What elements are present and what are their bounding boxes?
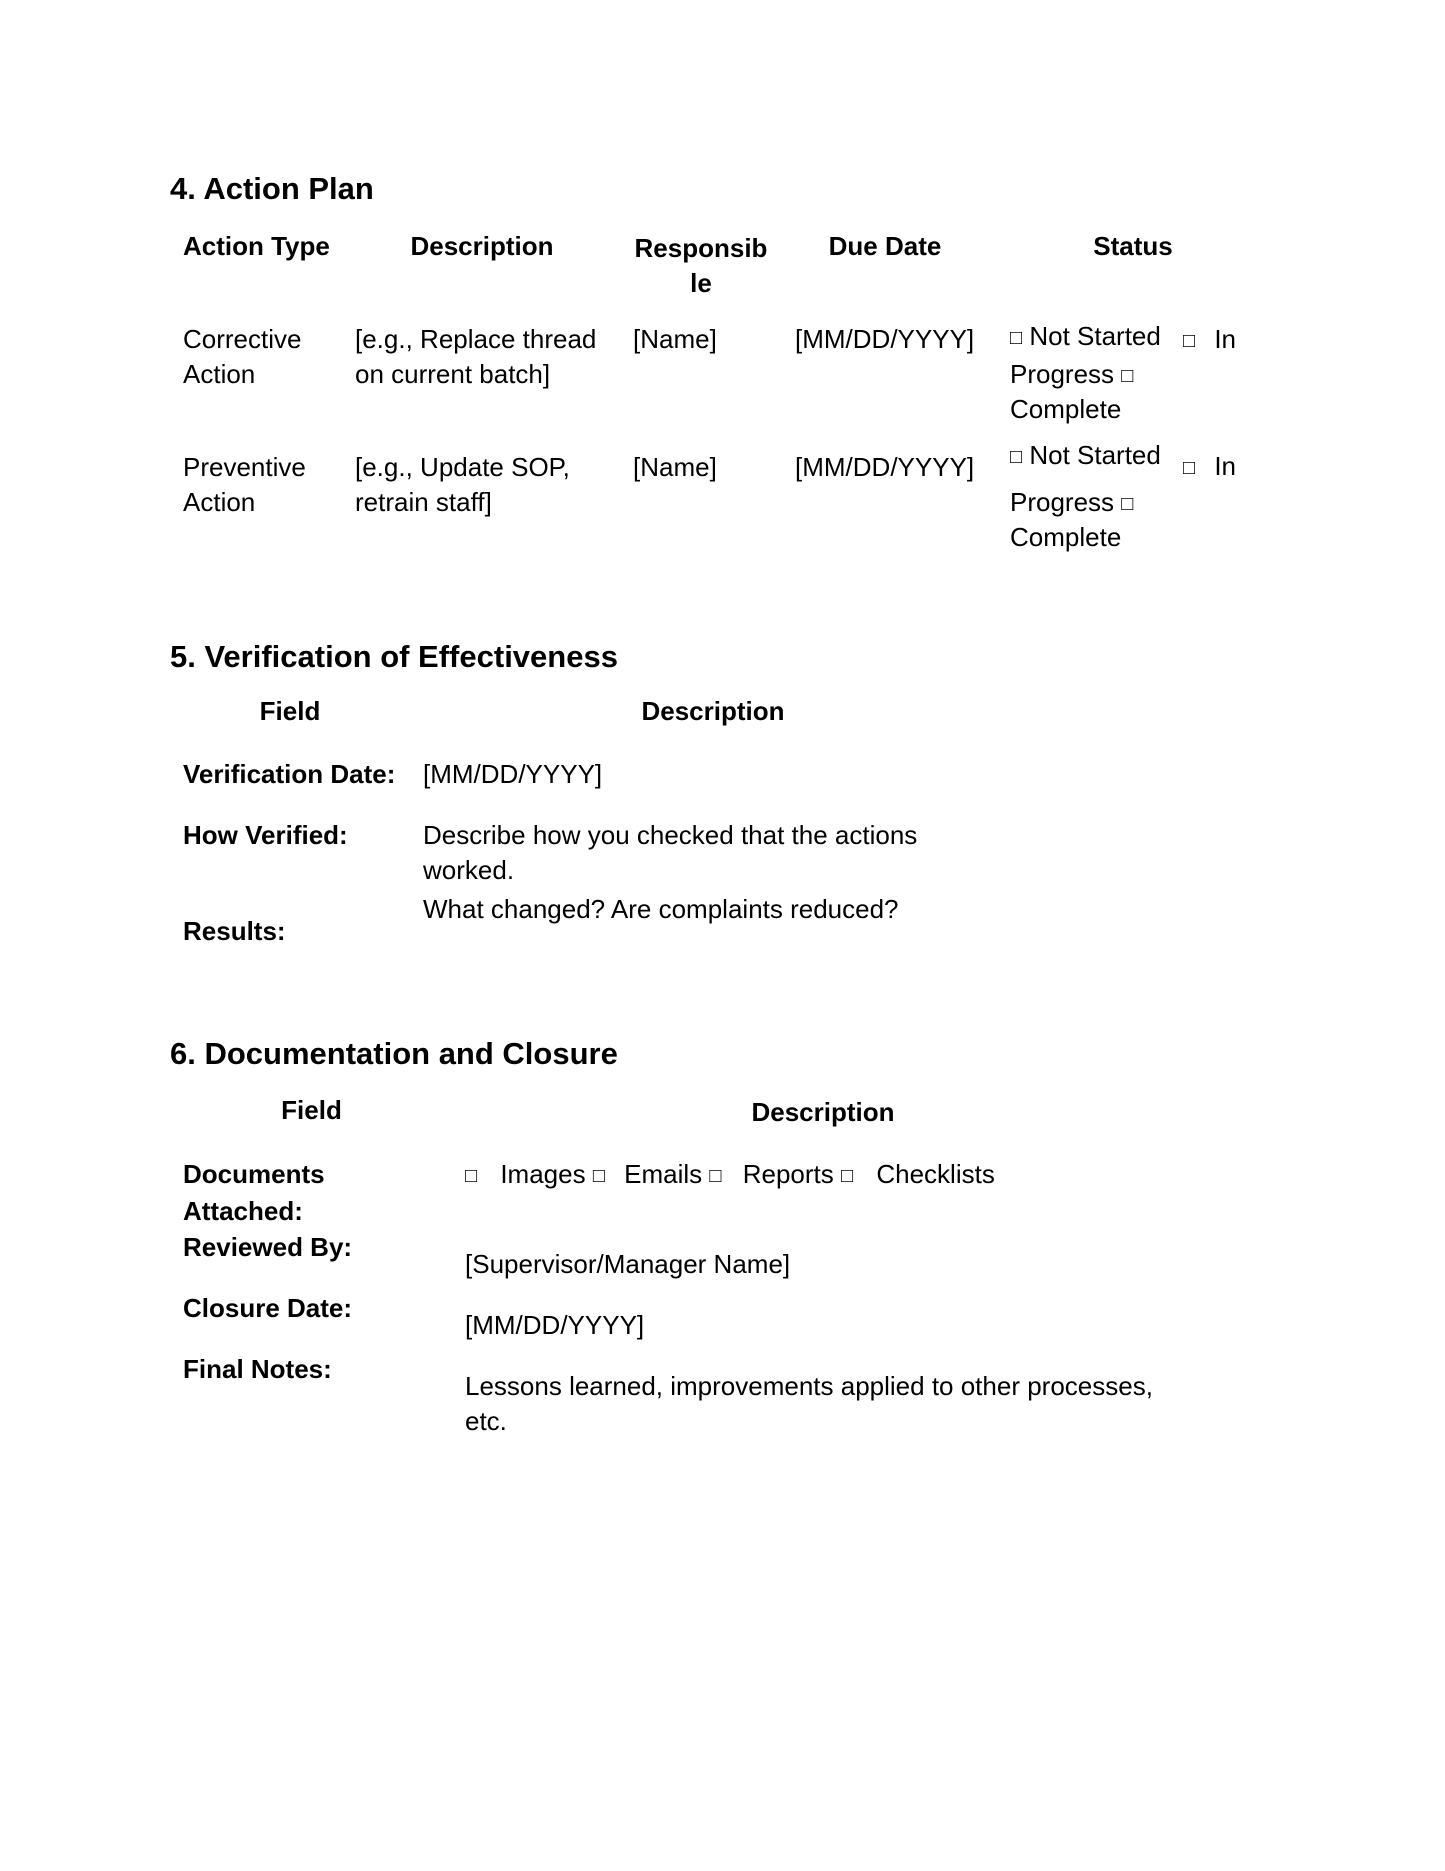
header-responsible: [620, 231, 782, 301]
status-in-label: In: [1214, 324, 1237, 354]
status-in-label: In: [1214, 451, 1237, 481]
field-label-how-verified: How Verified:: [183, 820, 348, 850]
checkbox-icon[interactable]: □: [1183, 330, 1196, 352]
header-responsible-line1: Responsib: [634, 233, 768, 263]
status-progress-line: [1010, 357, 1133, 394]
field-value-verification-date: [MM/DD/YYYY]: [423, 759, 603, 789]
header-status: Status: [1093, 231, 1173, 261]
field-label-verification-date: Verification Date:: [183, 759, 396, 789]
header-action-type: Action Type: [183, 231, 330, 261]
documents-label-line1: Documents: [183, 1159, 325, 1189]
checkbox-icon[interactable]: □: [1121, 493, 1134, 515]
field-value-final-notes: [465, 1369, 1153, 1439]
header-due-date: Due Date: [828, 231, 942, 261]
status-not-started-option[interactable]: [1010, 438, 1161, 475]
field-value-reviewed-by: [Supervisor/Manager Name]: [465, 1249, 791, 1279]
final-notes-line2: etc.: [465, 1406, 507, 1436]
field-label-reviewed-by: Reviewed By:: [183, 1232, 353, 1262]
action-type-line2: Action: [183, 487, 256, 517]
status-progress-label: Progress: [1010, 359, 1115, 389]
row-responsible: [Name]: [633, 452, 717, 482]
option-emails-label: Emails: [624, 1159, 703, 1189]
option-checklists-label: Checklists: [876, 1159, 995, 1189]
description-line2: on current batch]: [355, 359, 551, 389]
row-description: [355, 322, 596, 392]
action-type-line1: Corrective: [183, 324, 302, 354]
option-reports-label: Reports: [742, 1159, 834, 1189]
row-due-date: [MM/DD/YYYY]: [795, 452, 975, 482]
status-complete-label: Complete: [1010, 522, 1122, 552]
option-images-label: Images: [500, 1159, 586, 1189]
documents-attached-options: [465, 1157, 995, 1194]
header-responsible-line2: le: [690, 268, 712, 298]
status-in-progress-option[interactable]: [1183, 322, 1236, 359]
status-not-started-option[interactable]: [1010, 319, 1161, 356]
description-line1: [e.g., Replace thread: [355, 324, 597, 354]
header-description: Description: [641, 696, 785, 726]
status-not-started-label: Not Started: [1029, 321, 1161, 351]
checkbox-icon[interactable]: □: [592, 1165, 605, 1187]
status-in-progress-option[interactable]: [1183, 449, 1236, 486]
checkbox-icon[interactable]: □: [465, 1165, 478, 1187]
action-type-line1: Preventive: [183, 452, 306, 482]
how-verified-line1: Describe how you checked that the actions: [423, 820, 918, 850]
header-description: Description: [751, 1097, 895, 1127]
how-verified-line2: worked.: [423, 855, 515, 885]
header-description: Description: [410, 231, 554, 261]
row-action-type: [183, 450, 306, 520]
status-progress-label: Progress: [1010, 487, 1115, 517]
status-not-started-label: Not Started: [1029, 440, 1161, 470]
documents-label-line2: Attached:: [183, 1196, 303, 1226]
row-responsible: [Name]: [633, 324, 717, 354]
description-line2: retrain staff]: [355, 487, 492, 517]
checkbox-icon[interactable]: □: [1183, 457, 1196, 479]
description-line1: [e.g., Update SOP,: [355, 452, 570, 482]
field-label-closure-date: Closure Date:: [183, 1293, 353, 1323]
checkbox-icon[interactable]: □: [1010, 327, 1023, 349]
field-label-documents-attached: [183, 1157, 325, 1229]
field-value-closure-date: [MM/DD/YYYY]: [465, 1310, 645, 1340]
field-value-how-verified: [423, 818, 917, 888]
checkbox-icon[interactable]: □: [1010, 446, 1023, 468]
checkbox-icon[interactable]: □: [709, 1165, 722, 1187]
field-value-results: What changed? Are complaints reduced?: [423, 894, 899, 924]
row-action-type: [183, 322, 301, 392]
action-type-line2: Action: [183, 359, 256, 389]
checkbox-icon[interactable]: □: [1121, 365, 1134, 387]
section-heading-closure: 6. Documentation and Closure: [170, 1036, 618, 1071]
row-due-date: [MM/DD/YYYY]: [795, 324, 975, 354]
header-field: Field: [259, 696, 321, 726]
row-description: [355, 450, 570, 520]
status-progress-line: [1010, 485, 1133, 522]
section-heading-action-plan: 4. Action Plan: [170, 171, 374, 206]
section-heading-verification: 5. Verification of Effectiveness: [170, 639, 618, 674]
header-field: Field: [281, 1095, 342, 1125]
checkbox-icon[interactable]: □: [841, 1165, 854, 1187]
field-label-results: Results:: [183, 916, 286, 946]
status-complete-label: Complete: [1010, 394, 1122, 424]
final-notes-line1: Lessons learned, improvements applied to other processes,: [465, 1371, 1153, 1401]
field-label-final-notes: Final Notes:: [183, 1354, 332, 1384]
